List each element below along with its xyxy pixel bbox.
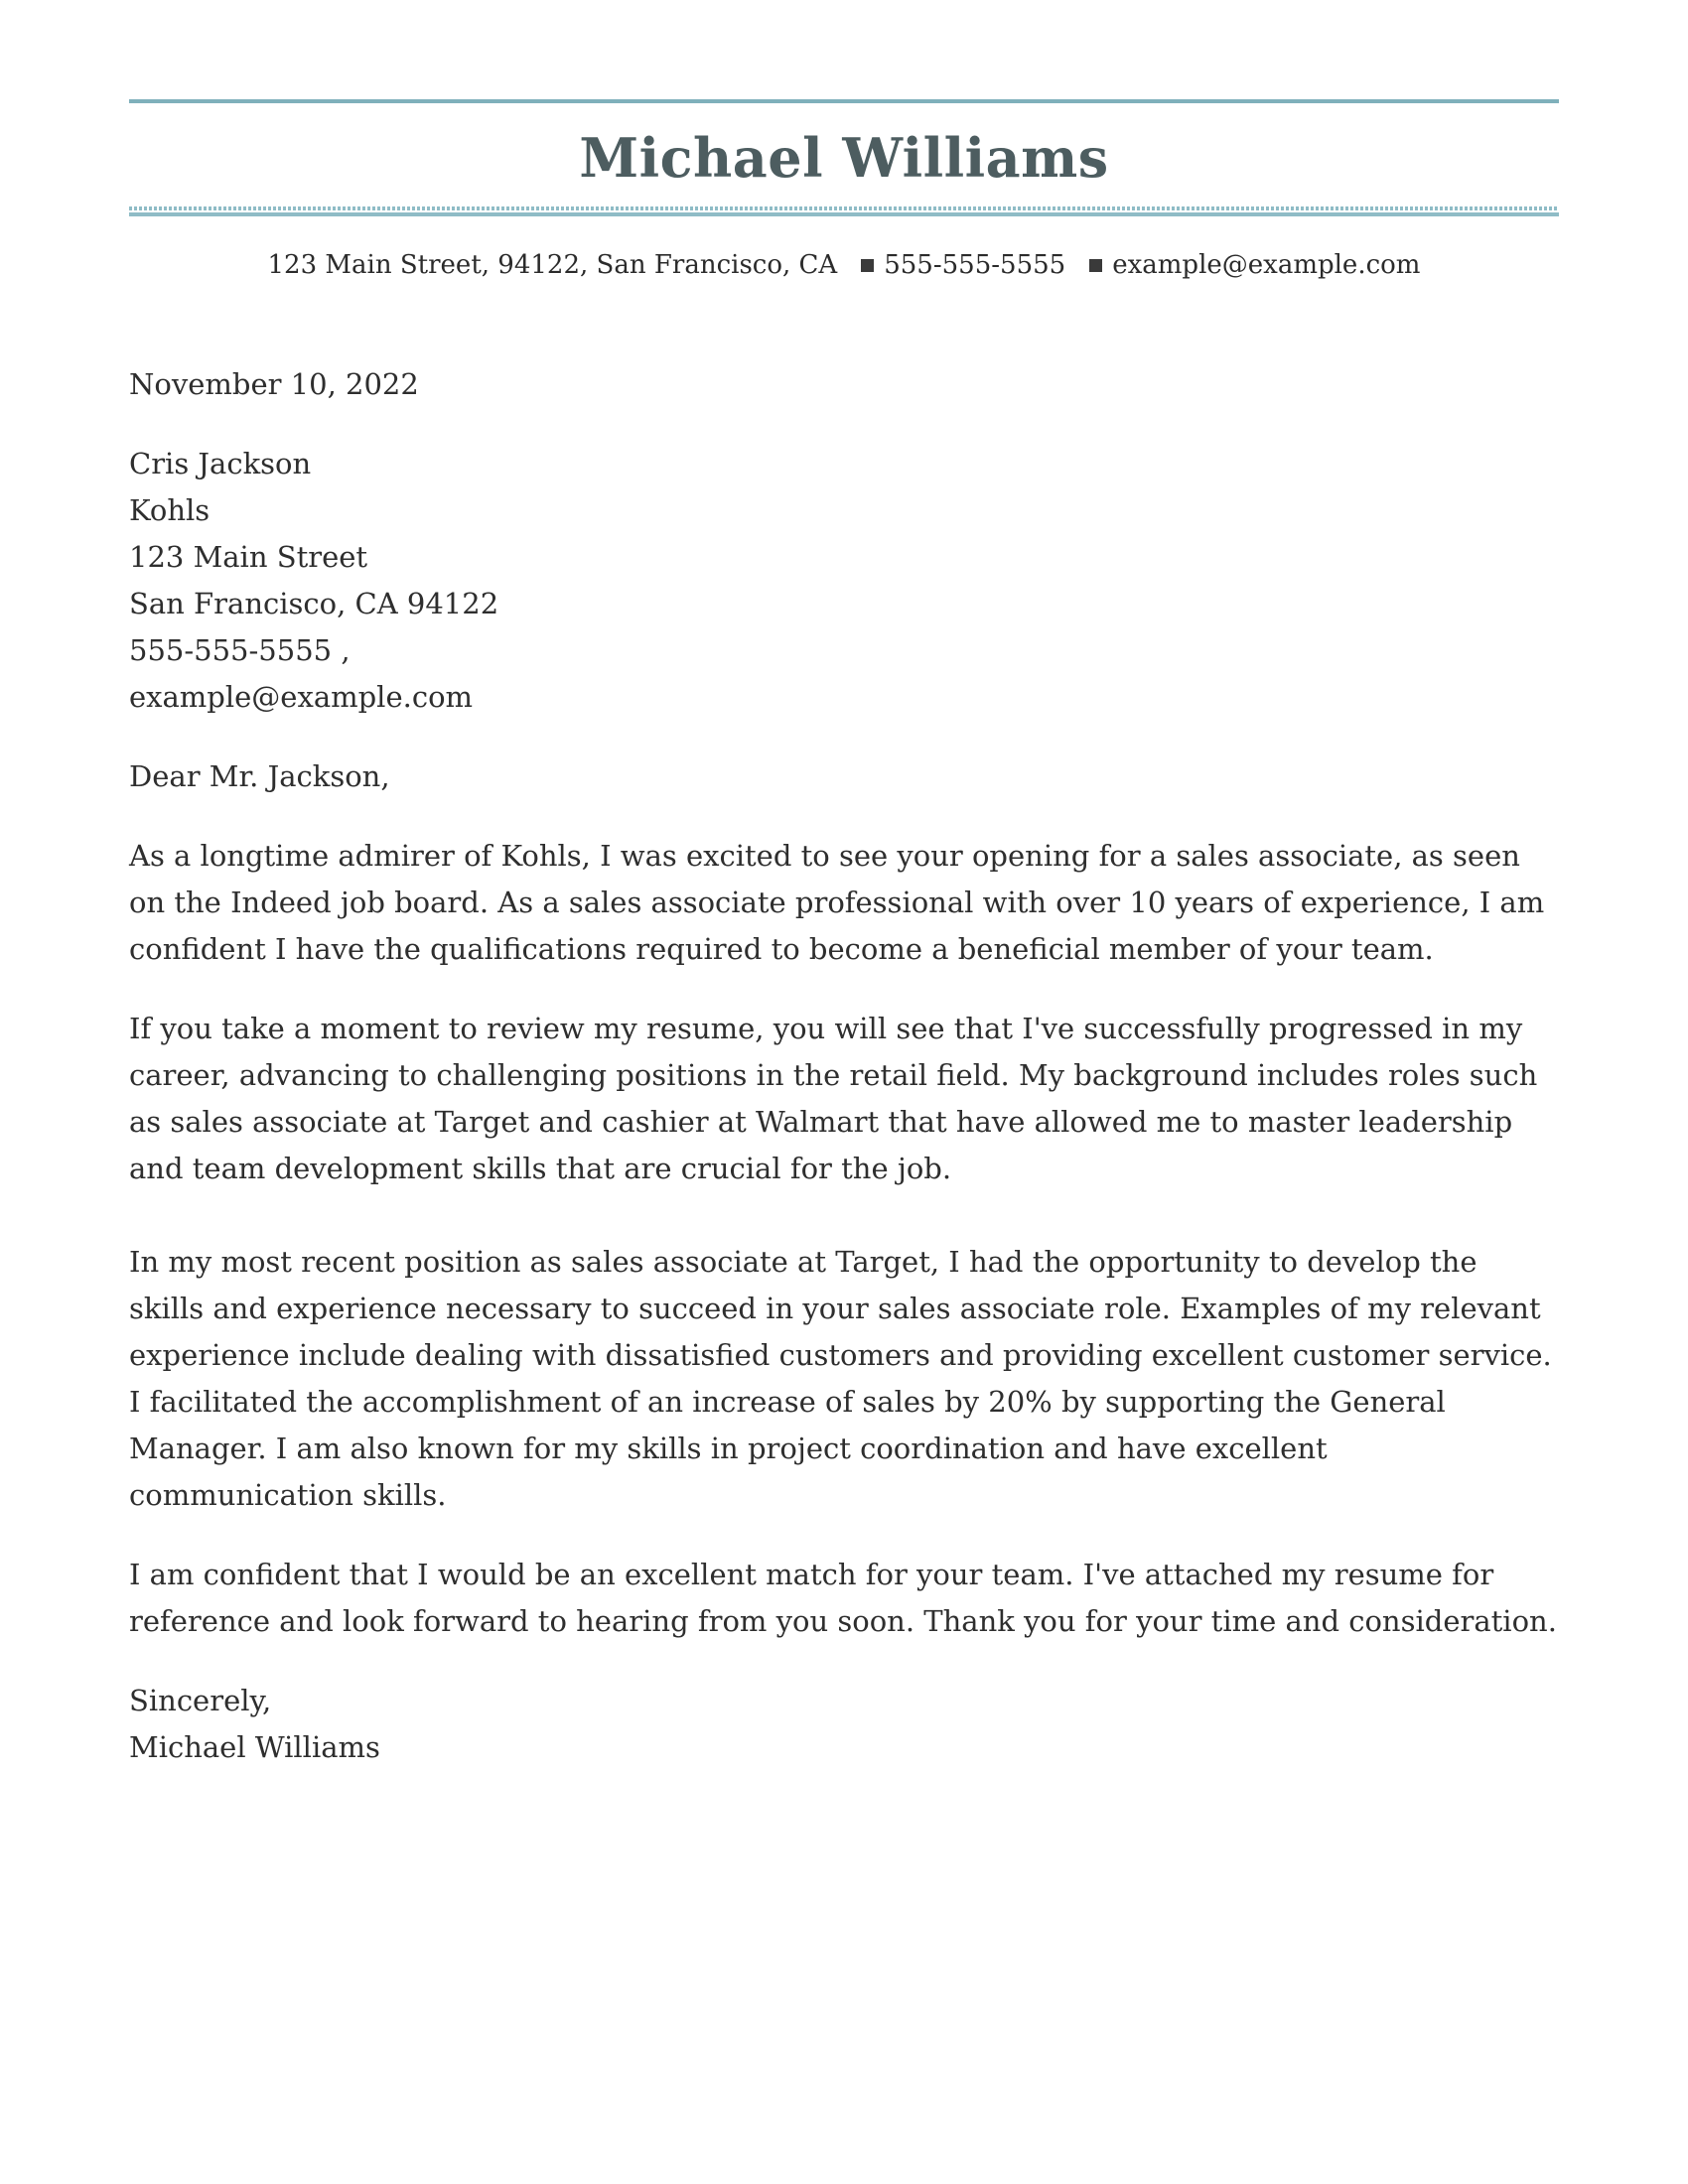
closing-salutation: Sincerely, xyxy=(129,1684,272,1717)
header-top-rule xyxy=(129,99,1559,103)
header-dotted-rule xyxy=(129,206,1559,210)
recipient-name: Cris Jackson xyxy=(129,447,312,480)
square-bullet-icon xyxy=(1089,259,1102,272)
letter-date: November 10, 2022 xyxy=(129,367,419,401)
applicant-name: Michael Williams xyxy=(579,126,1109,190)
paragraph-background: If you take a moment to review my resume, you will see that I've successfully progressed in my career, advancing to challenging positions in the retail field. My background includes roles such as sales associate at Target and cashier at Walmart that have allowed me to master leadership and team development skills that are crucial for the job. xyxy=(129,1012,1538,1185)
recipient-city: San Francisco, CA 94122 xyxy=(129,587,499,620)
cover-letter-page xyxy=(129,99,1559,1771)
contact-email: example@example.com xyxy=(1112,250,1421,280)
recipient-company: Kohls xyxy=(129,493,211,527)
recipient-email: example@example.com xyxy=(129,680,474,714)
paragraph-experience: In my most recent position as sales associate at Target, I had the opportunity to develop the skills and experience necessary to succeed in your sales associate role. Examples of my relevant experience include dealing with dissatisfied customers and providing excellent customer service. I facilitated the accomplishment of an increase of sales by 20% by supporting the General Manager. I am also known for my skills in project coordination and have excellent communication skills. xyxy=(129,1245,1552,1512)
contact-phone: 555-555-5555 xyxy=(884,250,1066,280)
paragraph-intro: As a longtime admirer of Kohls, I was excited to see your opening for a sales associate, as seen on the Indeed job board. As a sales associate professional with over 10 years of experience, I am confident I have the qualifications required to become a beneficial member of your team. xyxy=(129,839,1545,966)
letter-greeting: Dear Mr. Jackson, xyxy=(129,759,390,793)
recipient-phone: 555-555-5555 , xyxy=(129,633,351,667)
contact-line xyxy=(129,250,1559,280)
signature-name: Michael Williams xyxy=(129,1730,380,1764)
closing-block xyxy=(129,1678,1559,1771)
contact-address: 123 Main Street, 94122, San Francisco, CA xyxy=(267,250,838,280)
paragraph-closing: I am confident that I would be an excellent match for your team. I've attached my resume for reference and look forward to hearing from you soon. Thank you for your time and consideration. xyxy=(129,1558,1557,1638)
header-bottom-rule xyxy=(129,212,1559,216)
square-bullet-icon xyxy=(861,259,874,272)
recipient-street: 123 Main Street xyxy=(129,540,368,574)
recipient-block xyxy=(129,441,1559,721)
